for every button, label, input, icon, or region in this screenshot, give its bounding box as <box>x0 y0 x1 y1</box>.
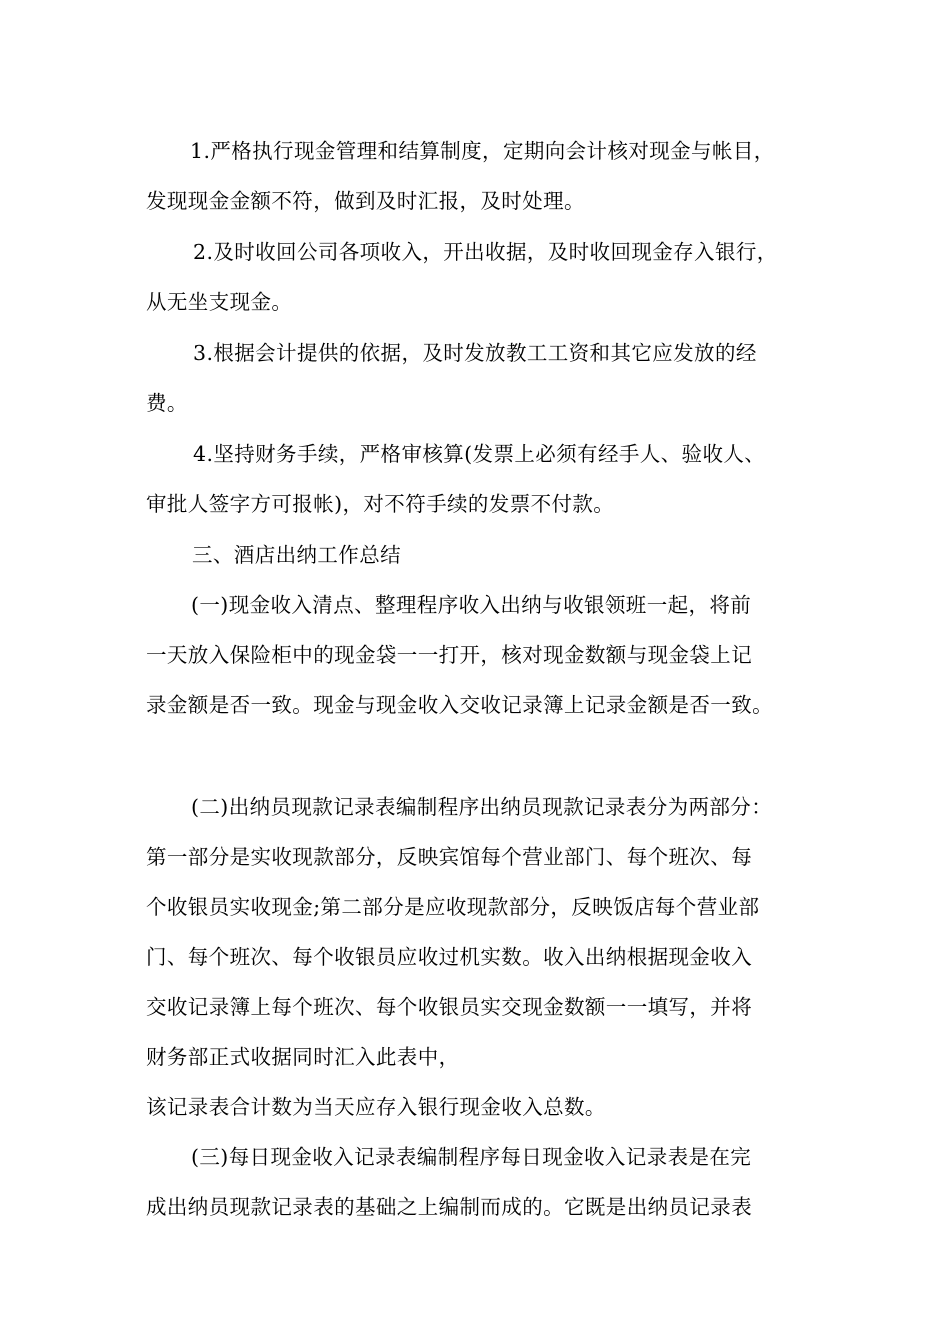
text-line: 财务部正式收据同时汇入此表中， <box>146 1045 460 1069</box>
text-line: 一天放入保险柜中的现金袋一一打开，核对现金数额与现金袋上记 <box>146 643 753 667</box>
text-line: 费。 <box>146 391 188 415</box>
text-line: (三)每日现金收入记录表编制程序每日现金收入记录表是在完 <box>191 1145 752 1169</box>
text-line: 个收银员实收现金;第二部分是应收现款部分，反映饭店每个营业部 <box>146 895 760 919</box>
text-line: 从无坐支现金。 <box>146 290 293 314</box>
text-line: 2.及时收回公司各项收入，开出收据，及时收回现金存入银行， <box>193 240 778 264</box>
text-line: 该记录表合计数为当天应存入银行现金收入总数。 <box>146 1095 606 1119</box>
text-line: 门、每个班次、每个收银员应收过机实数。收入出纳根据现金收入 <box>146 945 753 969</box>
text-line: 1.严格执行现金管理和结算制度，定期向会计核对现金与帐目， <box>190 139 775 163</box>
text-line: 4.坚持财务手续，严格审核算(发票上必须有经手人、验收人、 <box>193 442 766 466</box>
text-line: 第一部分是实收现款部分，反映宾馆每个营业部门、每个班次、每 <box>146 845 753 869</box>
text-line: 3.根据会计提供的依据，及时发放教工工资和其它应发放的经 <box>193 341 757 365</box>
text-line: (二)出纳员现款记录表编制程序出纳员现款记录表分为两部分： <box>191 795 773 819</box>
text-line: (一)现金收入清点、整理程序收入出纳与收银领班一起，将前 <box>191 593 752 617</box>
text-line: 发现现金金额不符，做到及时汇报，及时处理。 <box>146 189 585 213</box>
text-line: 录金额是否一致。现金与现金收入交收记录簿上记录金额是否一致。 <box>146 693 773 717</box>
section-heading: 三、酒店出纳工作总结 <box>192 543 401 567</box>
text-line: 审批人签字方可报帐)，对不符手续的发票不付款。 <box>146 492 615 516</box>
text-line: 交收记录簿上每个班次、每个收银员实交现金数额一一填写，并将 <box>146 995 753 1019</box>
text-line: 成出纳员现款记录表的基础之上编制而成的。它既是出纳员记录表 <box>146 1195 753 1219</box>
